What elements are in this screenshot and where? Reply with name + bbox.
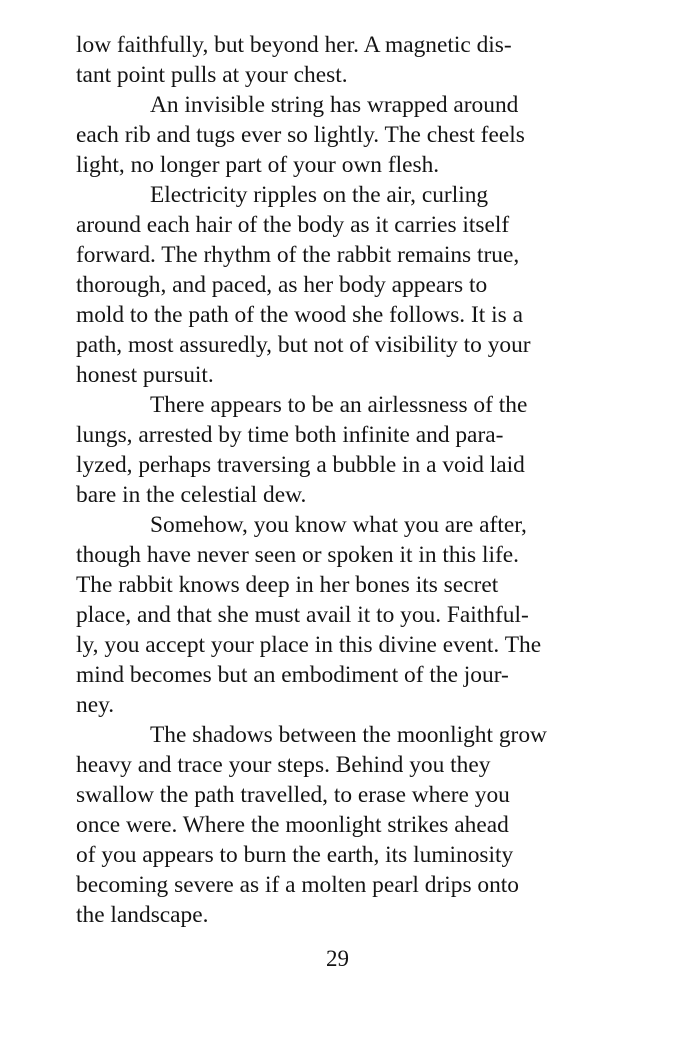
text-line: The rabbit knows deep in her bones its secret bbox=[76, 572, 499, 598]
text-line: ly, you accept your place in this divine event. The bbox=[76, 632, 542, 658]
text-line: around each hair of the body as it carries itself bbox=[76, 212, 510, 238]
text-line: becoming severe as if a molten pearl drips onto bbox=[76, 872, 519, 898]
text-line: thorough, and paced, as her body appears to bbox=[76, 272, 488, 298]
text-line: mind becomes but an embodiment of the jour- bbox=[76, 662, 509, 688]
text-line: mold to the path of the wood she follows. It is a bbox=[76, 302, 523, 328]
text-line: Electricity ripples on the air, curling bbox=[150, 182, 489, 208]
text-line: heavy and trace your steps. Behind you they bbox=[76, 752, 491, 778]
text-line: of you appears to burn the earth, its luminosity bbox=[76, 842, 514, 868]
text-line: lungs, arrested by time both infinite and para- bbox=[76, 422, 504, 448]
text-line: though have never seen or spoken it in this life. bbox=[76, 542, 520, 568]
text-line: place, and that she must avail it to you. Faithful- bbox=[76, 602, 529, 628]
page-body bbox=[76, 30, 606, 930]
page-number: 29 bbox=[326, 946, 349, 971]
text-line: An invisible string has wrapped around bbox=[150, 92, 519, 118]
text-line: once were. Where the moonlight strikes ahead bbox=[76, 812, 509, 838]
text-line: The shadows between the moonlight grow bbox=[150, 722, 547, 748]
text-line: light, no longer part of your own flesh. bbox=[76, 152, 440, 178]
text-line: lyzed, perhaps traversing a bubble in a void laid bbox=[76, 452, 525, 478]
paragraph bbox=[76, 390, 606, 510]
text-line: each rib and tugs ever so lightly. The chest feels bbox=[76, 122, 525, 148]
paragraph bbox=[76, 720, 606, 930]
text-line: low faithfully, but beyond her. A magnetic dis- bbox=[76, 32, 512, 58]
text-line: forward. The rhythm of the rabbit remains true, bbox=[76, 242, 520, 268]
text-line: bare in the celestial dew. bbox=[76, 482, 307, 508]
paragraph bbox=[76, 30, 606, 90]
paragraph bbox=[76, 510, 606, 720]
paragraph bbox=[76, 180, 606, 390]
text-line: There appears to be an airlessness of the bbox=[150, 392, 528, 418]
paragraph bbox=[76, 90, 606, 180]
text-line: tant point pulls at your chest. bbox=[76, 62, 348, 88]
text-line: the landscape. bbox=[76, 902, 209, 928]
text-line: Somehow, you know what you are after, bbox=[150, 512, 527, 538]
text-line: swallow the path travelled, to erase where you bbox=[76, 782, 510, 808]
text-line: ney. bbox=[76, 692, 115, 718]
text-line: honest pursuit. bbox=[76, 362, 214, 388]
text-line: path, most assuredly, but not of visibility to your bbox=[76, 332, 531, 358]
